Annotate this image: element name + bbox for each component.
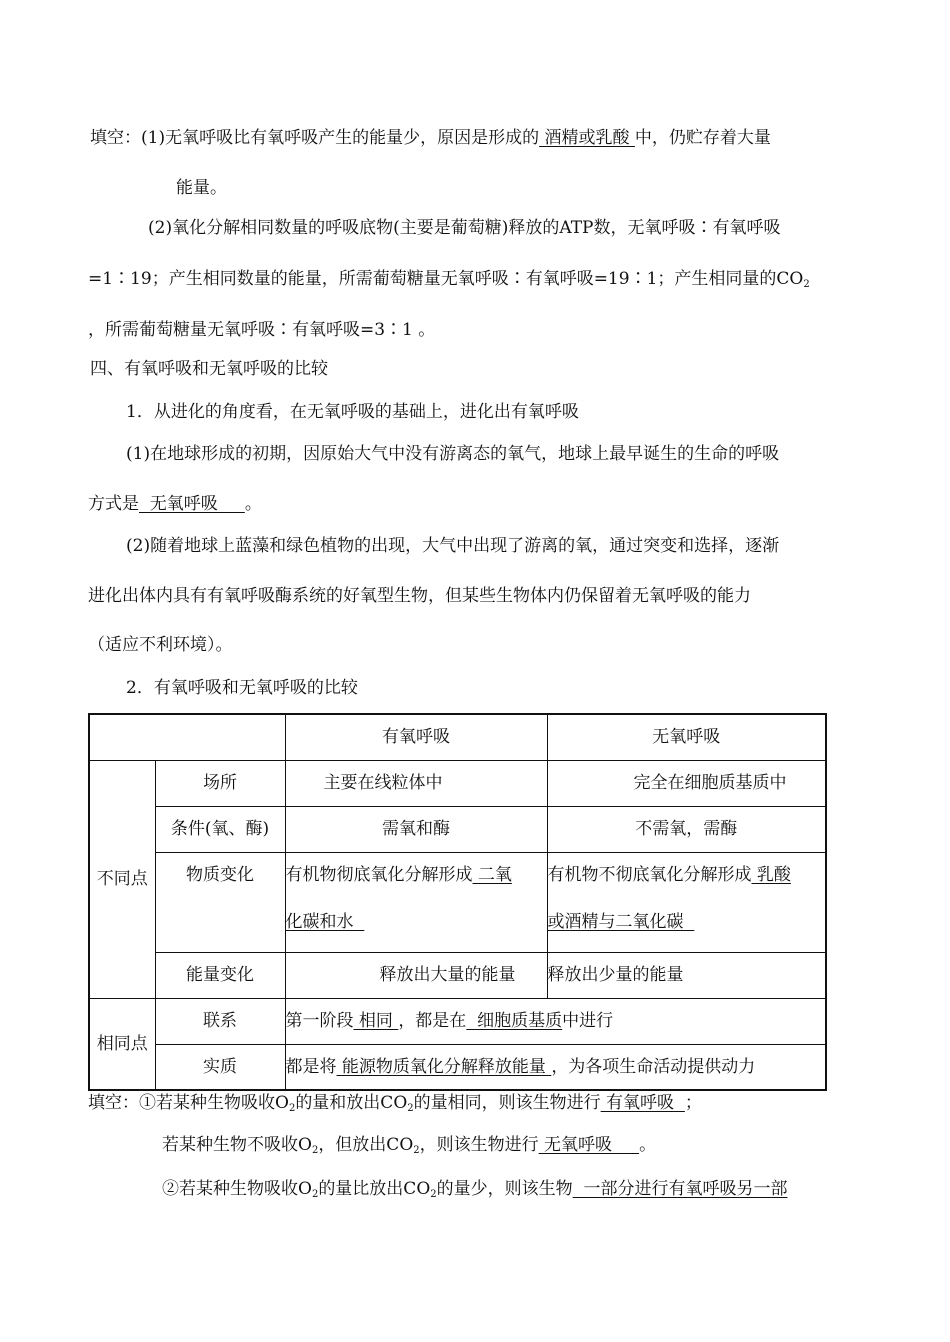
fill1-text: 填空：(1)无氧呼吸比有氧呼吸产生的能量少，原因是形成的 — [90, 128, 540, 148]
header-anaerobic: 无氧呼吸 — [547, 714, 826, 760]
blank-answer: 无氧呼吸 — [139, 494, 245, 514]
row-label-place: 场所 — [155, 760, 285, 806]
cond-anaerobic: 不需氧，需酶 — [547, 806, 826, 852]
fill1-text: 中，仍贮存着大量 — [634, 128, 771, 148]
text: ②若某种生物吸收O — [162, 1179, 312, 1199]
subscript: 2 — [288, 1103, 296, 1114]
blank-answer: 二氧 — [472, 864, 512, 885]
subscript: 2 — [803, 279, 810, 290]
text: 中进行 — [562, 1010, 614, 1031]
blank-answer: 相同 — [353, 1010, 399, 1031]
text: ，都是在 — [398, 1010, 467, 1031]
blank-answer: 有氧呼吸 — [600, 1093, 685, 1113]
text: 有机物不彻底氧化分解形成 — [547, 864, 752, 885]
matter-anaerobic — [547, 852, 826, 952]
blank-answer: 无氧呼吸 — [538, 1135, 640, 1155]
fill1-line1 — [90, 126, 771, 150]
diff-label: 不同点 — [89, 760, 155, 998]
text: 方式是 — [88, 494, 139, 514]
blank-answer: 细胞质基质 — [466, 1010, 563, 1031]
text: ，则该生物进行 — [419, 1135, 539, 1155]
same-label: 相同点 — [89, 998, 155, 1090]
text: 的量和放出CO — [295, 1093, 408, 1113]
text: ； — [684, 1093, 702, 1113]
row-label-energy: 能量变化 — [155, 952, 285, 998]
item1-para1-line2 — [88, 492, 262, 516]
blank-answer: 能源物质氧化分解释放能量 — [336, 1056, 552, 1077]
row-label-matter: 物质变化 — [155, 852, 285, 952]
row-label-condition: 条件(氧、酶) — [155, 806, 285, 852]
blank-answer: 或酒精与二氧化碳 — [547, 911, 695, 932]
fill2-line3 — [162, 1177, 787, 1207]
item1-para2-line1: (2)随着地球上蓝藻和绿色植物的出现，大气中出现了游离的氧，通过突变和选择，逐渐 — [126, 536, 780, 556]
item1-heading: 1．从进化的角度看，在无氧呼吸的基础上，进化出有氧呼吸 — [126, 402, 579, 422]
text: 填空：①若某种生物吸收O — [88, 1093, 289, 1113]
subscript: 2 — [311, 1145, 319, 1156]
cond-aerobic: 需氧和酶 — [285, 806, 547, 852]
blank-answer: 乳酸 — [751, 864, 791, 885]
fill2-line1 — [88, 1091, 702, 1121]
text: 的量相同，则该生物进行 — [413, 1093, 601, 1113]
section-title: 四、有氧呼吸和无氧呼吸的比较 — [90, 359, 328, 379]
comparison-table — [88, 713, 827, 1091]
place-anaerobic: 完全在细胞质基质中 — [547, 760, 826, 806]
item1-para2-line3: （适应不利环境）。 — [88, 635, 233, 655]
subscript: 2 — [430, 1189, 437, 1200]
subscript: 2 — [407, 1103, 414, 1114]
text: ，但放出CO — [318, 1135, 414, 1155]
item2-heading: 2．有氧呼吸和无氧呼吸的比较 — [126, 678, 358, 698]
fill1-blank-answer: 酒精或乳酸 — [539, 128, 635, 148]
fill1-line2: 能量。 — [176, 178, 227, 198]
table-row — [89, 1044, 826, 1090]
text: 。 — [639, 1135, 657, 1155]
text: ，为各项生命活动提供动力 — [551, 1056, 756, 1077]
fill1-line5: ，所需葡萄糖量无氧呼吸∶有氧呼吸=3∶1 。 — [88, 320, 436, 340]
text: 的量少，则该生物 — [436, 1179, 573, 1199]
table-corner-cell — [89, 714, 285, 760]
table-row — [89, 852, 826, 952]
energy-anaerobic: 释放出少量的能量 — [547, 952, 826, 998]
text: 有机物彻底氧化分解形成 — [285, 864, 473, 885]
row-label-essence: 实质 — [155, 1044, 285, 1090]
blank-answer: 化碳和水 — [285, 911, 365, 932]
subscript: 2 — [413, 1145, 420, 1156]
subscript: 2 — [311, 1189, 319, 1200]
table-row — [89, 998, 826, 1044]
table-row — [89, 760, 826, 806]
text: 第一阶段 — [285, 1010, 354, 1031]
table-row — [89, 952, 826, 998]
text: 若某种生物不吸收O — [162, 1135, 312, 1155]
text: 的量比放出CO — [318, 1179, 431, 1199]
place-aerobic: 主要在线粒体中 — [285, 760, 547, 806]
item1-para2-line2: 进化出体内具有有氧呼吸酶系统的好氧型生物，但某些生物体内仍保留着无氧呼吸的能力 — [88, 586, 751, 606]
fill2-line2 — [162, 1133, 656, 1163]
row-label-link: 联系 — [155, 998, 285, 1044]
blank-answer: 一部分进行有氧呼吸另一部 — [572, 1179, 788, 1199]
table-row — [89, 806, 826, 852]
fill1-text: =1∶19；产生相同数量的能量，所需葡萄糖量无氧呼吸∶有氧呼吸=19∶1；产生相同量的CO — [88, 269, 804, 289]
text: 都是将 — [285, 1056, 337, 1077]
energy-aerobic: 释放出大量的能量 — [285, 952, 547, 998]
fill1-line3: (2)氧化分解相同数量的呼吸底物(主要是葡萄糖)释放的ATP数，无氧呼吸∶有氧呼吸 — [148, 218, 781, 238]
text: 。 — [244, 494, 262, 514]
essence-content — [285, 1044, 826, 1090]
matter-aerobic — [285, 852, 547, 952]
header-aerobic: 有氧呼吸 — [285, 714, 547, 760]
link-content — [285, 998, 826, 1044]
table-header-row — [89, 714, 826, 760]
item1-para1-line1: (1)在地球形成的初期，因原始大气中没有游离态的氧气，地球上最早诞生的生命的呼吸 — [126, 444, 780, 464]
fill1-line4 — [88, 267, 810, 297]
